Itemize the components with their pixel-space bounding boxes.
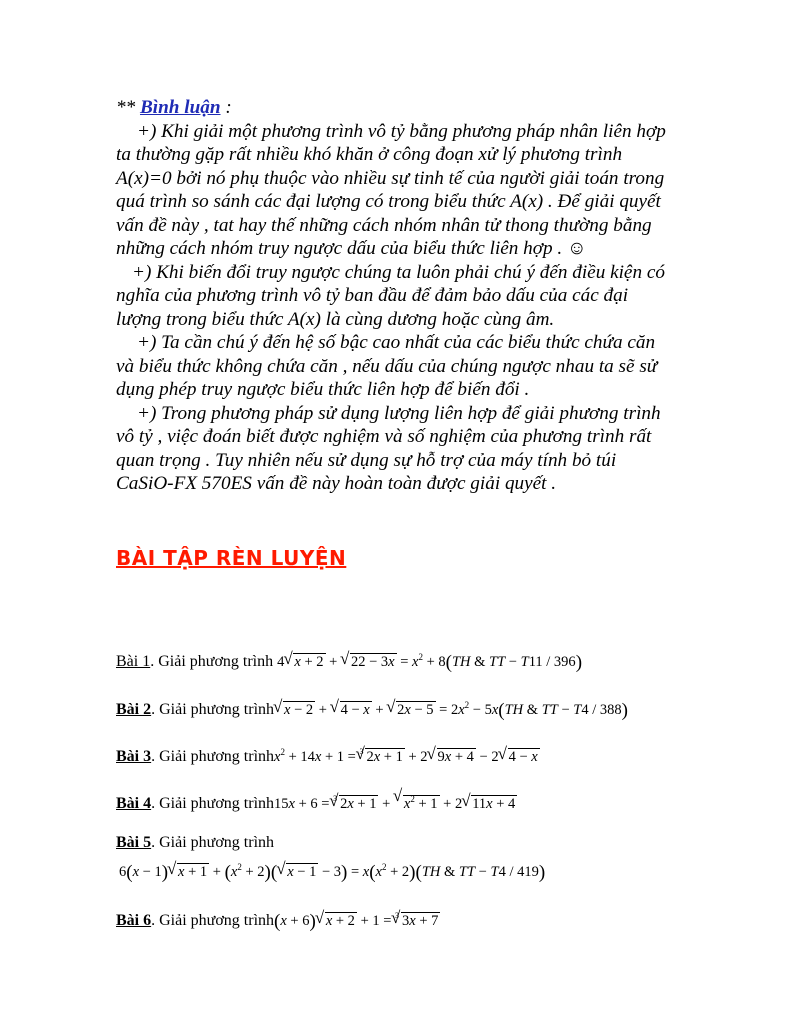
equation: 4√ x + 2 + √ $22 - 3x = x^2 + 8(TH$ & TT − T11 / 396) — [277, 654, 582, 670]
problem-label: Bài 5 — [116, 834, 152, 851]
problem-label: Bài 4 — [116, 795, 152, 812]
comment-heading: ** Bình luận : — [116, 97, 232, 118]
comment-paragraph-3: +) Ta cần chú ý đến hệ số bậc cao nhất của các biểu thức chứa căn và biểu thức không chứa căn , nếu dấu của chúng ngược nhau ta sẽ sử dụng phép truy ngược biểu thức liên hợp để biến đổi . — [116, 332, 658, 400]
comment-paragraph-4: +) Trong phương pháp sử dụng lượng liên hợp để giải phương trình vô tỷ , việc đoán biết được nghiệm và số nghiệm của phương trình rất quan trọng . Tuy nhiên nếu sử dụng sự hỗ trợ của máy tính bỏ túi CaSiO-FX 570ES vấn đề này hoàn toàn được giải quyết . — [116, 402, 661, 494]
problem-1: Bài 1. Giải phương trình 4√ x + 2 + √ $22 - 3x = x^2 + 8(TH$ & TT − T11 / 396) — [116, 646, 582, 674]
comment-section — [116, 96, 676, 496]
problem-5: Bài 5. Giải phương trình 6(x − 1)√ $x + 1 + (x^2 + 2)(√$ $x - 1 - 3) = x(x^2 + 2)(TH$ & TT − T4 / 419) — [116, 832, 545, 884]
equation: (x + 6)√ x + 2 + 1 = $^3$√ 3x + 7 — [274, 913, 440, 929]
equation: 15x + 6 = $^3$√ 2x + 1 + √ $x^2 + 1 + 2√$ 11x + 4 — [274, 796, 517, 812]
comment-paragraph-1: +) Khi giải một phương trình vô tỷ bằng phương pháp nhân liên hợp ta thường gặp rất nhiều khó khăn ở công đoạn xử lý phương trình A(x)=0 bởi nó phụ thuộc vào nhiều sự tinh tế của người giải toán trong quá trình so sánh các đại lượng có trong biểu thức A(x) . Để giải quyết vấn đề này , tat hay thế những cách nhóm nhân tử thong thường bằng những cách nhóm truy ngược dấu của biểu thức liên hợp . ☺ — [116, 120, 666, 259]
comment-paragraph-2: +) Khi biến đổi truy ngược chúng ta luôn phải chú ý đến điều kiện có nghĩa của phương trình vô tỷ ban đầu để đảm bảo dấu của các đại lượng trong biểu thức A(x) là cùng dương hoặc cùng âm. — [116, 261, 665, 330]
problem-label: Bài 1 — [116, 652, 151, 670]
problem-label: Bài 2 — [116, 700, 152, 718]
problem-label: Bài 6 — [116, 912, 152, 929]
problem-6: Bài 6. Giải phương trình(x + 6)√ x + 2 + 1 = $^3$√ 3x + 7 — [116, 905, 440, 933]
problem-4: Bài 4. Giải phương trình15x + 6 = $^3$√ 2x + 1 + √ $x^2 + 1 + 2√$ 11x + 4 — [116, 788, 517, 815]
problem-2: Bài 2. Giải phương trình√ x − 2 + √ 4 − x + √ $2x - 5 = 2x^2 - 5x(TH$ & TT − T4 / 388) — [116, 694, 628, 722]
problem-label: Bài 3 — [116, 748, 152, 765]
problem-3: Bài 3. Giải phương trìnhx$^2$ + 14x + 1 = $^3$√ 2x + 1 + 2√ 9x + 4 − 2√ 4 − x — [116, 741, 540, 768]
exercise-title: BÀI TẬP RÈN LUYỆN — [116, 545, 347, 570]
document-page — [116, 96, 676, 932]
equation: √ x − 2 + √ 4 − x + √ $2x - 5 = 2x^2 - 5x(TH$ & TT − T4 / 388) — [274, 702, 628, 718]
equation: 6(x − 1)√ $x + 1 + (x^2 + 2)(√$ $x - 1 - 3) = x(x^2 + 2)(TH$ & TT − T4 / 419) — [119, 864, 545, 880]
comment-heading-label: Bình luận — [139, 97, 221, 118]
equation: $x^2 + 14x + 1 = ^3√$ 2x + 1 + 2√ 9x + 4 − 2√ 4 − x — [274, 749, 540, 765]
